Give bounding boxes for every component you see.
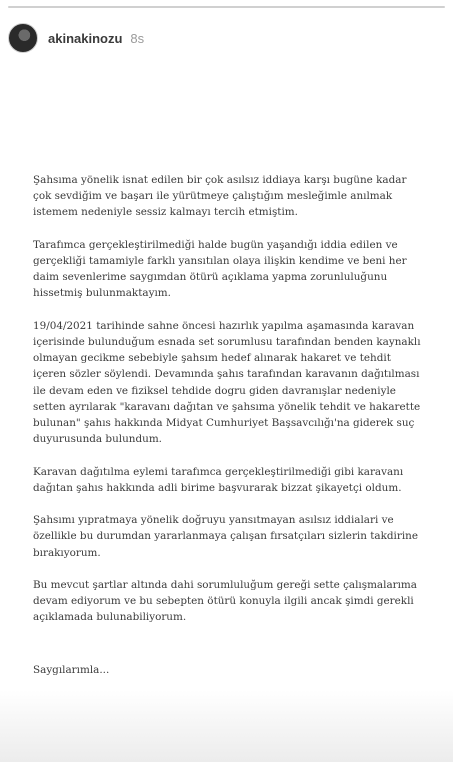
letter-signoff: Saygılarımla... [33, 664, 110, 676]
pause-icon [345, 27, 359, 45]
letter-paragraph-4: Karavan dağıtılma eylemi tarafımca gerçekleştirilmediği gibi karavanı dağıtan şahıs hakkında adli birime başvurarak bizzat şikayetçi oldum. [33, 465, 404, 494]
avatar[interactable] [8, 23, 38, 53]
more-options-button[interactable] [421, 24, 443, 48]
letter-paragraph-1: Şahsıma yönelik isnat edilen bir çok asılsız iddiaya karşı bugüne kadar çok sevdiğim ve başarı ile yürütmeye çalıştığım mesleğimle anılmak istemem nedeniyle sessiz kalmayı tercih etmiştim. [33, 174, 407, 219]
more-icon [421, 33, 443, 39]
username[interactable]: akinakinozu [48, 30, 123, 46]
statement-letter [33, 172, 423, 642]
letter-paragraph-2: Tarafımca gerçekleştirilmediği halde bugün yaşandığı iddia edilen ve gerçekliği tamamiyle farklı yansıtılan olaya ilişkin kendime ve beni her daim sevenlerime saygımdan ötürü açıklama yapma zorunluluğunu hissetmiş bulunmaktayım. [33, 238, 407, 300]
time-ago: 8s [130, 30, 145, 46]
story-controls [341, 24, 443, 48]
letter-paragraph-3: 19/04/2021 tarihinde sahne öncesi hazırlık yapılma aşamasında karavan içerisinde bulunduğum esnada set sorumlusu tarafından benden kaynaklı olmayan gecikme sebebiyle şahsım hedef alınarak hakaret ve tehdit içeren sözler söylendi. Devamında şahıs tarafından karavanın dağıtılması ile devam eden ve fiziksel tehdide dogru giden davranışlar nedeniyle setten ayrılarak "karavanı dağıtan ve şahsıma yönelik tehdit ve hakarette bulunan" şahıs hakkında Midyat Cumhuriyet Başsavcılığı'na giderek suç duyurusunda bulundum. [33, 319, 421, 446]
letter-paragraph-5: Şahsımı yıpratmaya yönelik doğruyu yansıtmayan asılsız iddialari ve özellikle bu durumdan yararlanmaya çalışan fırsatçıları sizlerin takdirine bırakıyorum. [33, 514, 419, 559]
mute-button[interactable] [381, 24, 403, 48]
mute-icon [381, 26, 403, 46]
pause-button[interactable] [341, 24, 363, 48]
letter-paragraph-6: Bu mevcut şartlar altında dahi sorumluluğum gereği sette çalışmalarıma devam ediyorum ve bu sebepten ötürü konuyla ilgili ancak şimdi gerekli açıklamada bulunabiliyorum. [33, 579, 417, 624]
story-header [0, 16, 453, 60]
story-progress-bar [8, 6, 445, 8]
